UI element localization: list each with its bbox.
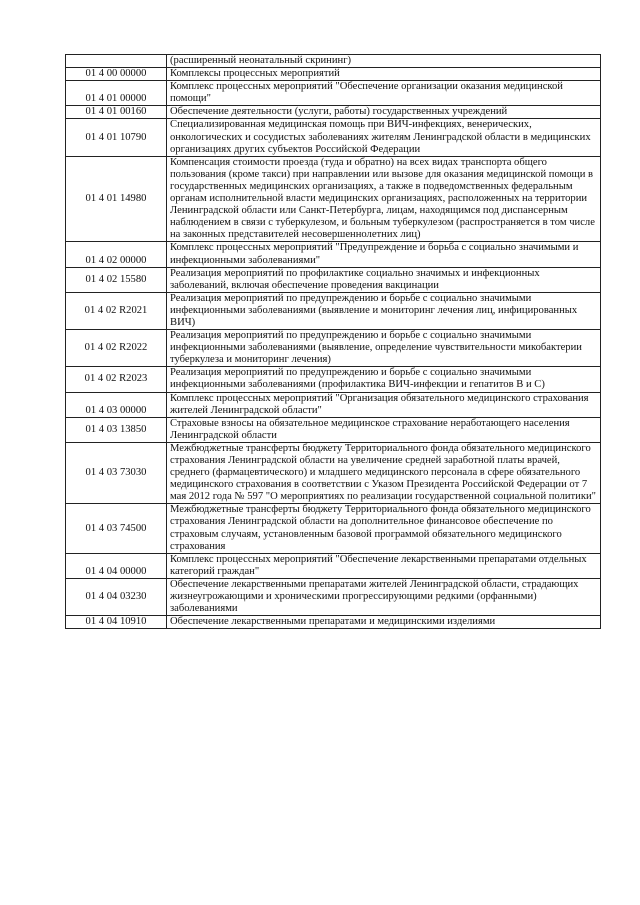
- description-cell: Обеспечение лекарственными препаратами и медицинскими изделиями: [167, 616, 601, 629]
- classification-code-cell: 01 4 04 10910: [66, 616, 167, 629]
- table-row: [66, 330, 601, 367]
- description-cell: Межбюджетные трансферты бюджету Территориального фонда обязательного медицинского страхования Ленинградской области на увеличение средней заработной платы врачей, среднего (фармацевтического) и младшего медицинского персонала в сфере обязательного медицинского страхования в соответствии с Указом Президента Российской Федерации от 7 мая 2012 года № 597 "О мероприятиях по реализации государственной социальной политики": [167, 442, 601, 503]
- table-row: [66, 504, 601, 553]
- table-row: [66, 267, 601, 292]
- table-row: [66, 119, 601, 156]
- description-cell: Комплекс процессных мероприятий "Обеспечение лекарственными препаратами отдельных категорий граждан": [167, 553, 601, 578]
- description-cell: Реализация мероприятий по предупреждению и борьбе с социально значимыми инфекционными заболеваниями (выявление и мониторинг лечения лиц, инфицированных ВИЧ): [167, 292, 601, 329]
- classification-code-cell: 01 4 00 00000: [66, 68, 167, 81]
- classification-code-cell: 01 4 03 00000: [66, 392, 167, 417]
- description-cell: Комплекс процессных мероприятий "Обеспечение организации оказания медицинской помощи": [167, 81, 601, 106]
- table-body: [66, 55, 601, 629]
- classification-code-cell: 01 4 03 74500: [66, 504, 167, 553]
- classification-code-cell: 01 4 02 R2022: [66, 330, 167, 367]
- description-cell: Обеспечение лекарственными препаратами жителей Ленинградской области, страдающих жизнеугрожающими и хроническими прогрессирующими редкими (орфанными) заболеваниями: [167, 578, 601, 615]
- description-cell: Межбюджетные трансферты бюджету Территориального фонда обязательного медицинского страхования Ленинградской области на дополнительное финансовое обеспечение по страховым случаям, установленным базовой программой обязательного медицинского страхования: [167, 504, 601, 553]
- table-row: [66, 68, 601, 81]
- classification-code-cell: 01 4 04 00000: [66, 553, 167, 578]
- description-cell: Специализированная медицинская помощь при ВИЧ-инфекциях, венерических, онкологических и сосудистых заболеваниях жителям Ленинградской области в медицинских организациях других субъектов Российской Федерации: [167, 119, 601, 156]
- classification-code-cell: 01 4 02 00000: [66, 242, 167, 267]
- classification-code-cell: 01 4 02 R2021: [66, 292, 167, 329]
- table-row: [66, 292, 601, 329]
- table-row: [66, 106, 601, 119]
- description-cell: Компенсация стоимости проезда (туда и обратно) на всех видах транспорта общего пользования (кроме такси) при направлении или вызове для оказания медицинской помощи в государственных медицинских организациях, а также в подведомственных федеральным органам исполнительной власти медицинских организациях, расположенных на территории Ленинградской области или Санкт-Петербурга, лицам, находящимся под диспансерным наблюдением в связи с туберкулезом, и больным туберкулезом (распространяется в том числе на законных представителей несовершеннолетних лиц): [167, 156, 601, 242]
- table-row: [66, 367, 601, 392]
- classification-code-cell: [66, 55, 167, 68]
- description-cell: Комплексы процессных мероприятий: [167, 68, 601, 81]
- classification-code-cell: 01 4 03 73030: [66, 442, 167, 503]
- table-row: [66, 616, 601, 629]
- classification-code-cell: 01 4 02 15580: [66, 267, 167, 292]
- table-row: [66, 242, 601, 267]
- classification-code-cell: 01 4 02 R2023: [66, 367, 167, 392]
- table-row: [66, 156, 601, 242]
- table-row: [66, 417, 601, 442]
- table-row: [66, 553, 601, 578]
- table-row: [66, 442, 601, 503]
- table-row: [66, 55, 601, 68]
- classification-code-cell: 01 4 03 13850: [66, 417, 167, 442]
- description-cell: Комплекс процессных мероприятий "Предупреждение и борьба с социально значимыми и инфекционными заболеваниями": [167, 242, 601, 267]
- table-row: [66, 578, 601, 615]
- budget-classification-table: [65, 54, 601, 629]
- description-cell: Страховые взносы на обязательное медицинское страхование неработающего населения Ленинградской области: [167, 417, 601, 442]
- description-cell: Комплекс процессных мероприятий "Организация обязательного медицинского страхования жителей Ленинградской области": [167, 392, 601, 417]
- description-cell: Реализация мероприятий по предупреждению и борьбе с социально значимыми инфекционными заболеваниями (выявление, определение чувствительности микобактерии туберкулеза и мониторинг лечения): [167, 330, 601, 367]
- classification-code-cell: 01 4 01 10790: [66, 119, 167, 156]
- classification-code-cell: 01 4 01 00000: [66, 81, 167, 106]
- table-row: [66, 81, 601, 106]
- description-cell: Реализация мероприятий по предупреждению и борьбе с социально значимыми инфекционными заболеваниями (профилактика ВИЧ-инфекции и гепатитов В и С): [167, 367, 601, 392]
- classification-code-cell: 01 4 01 14980: [66, 156, 167, 242]
- description-cell: (расширенный неонатальный скрининг): [167, 55, 601, 68]
- description-cell: Реализация мероприятий по профилактике социально значимых и инфекционных заболеваний, включая обеспечение проведения вакцинации: [167, 267, 601, 292]
- classification-code-cell: 01 4 01 00160: [66, 106, 167, 119]
- document-page: [65, 54, 601, 629]
- description-cell: Обеспечение деятельности (услуги, работы) государственных учреждений: [167, 106, 601, 119]
- table-row: [66, 392, 601, 417]
- classification-code-cell: 01 4 04 03230: [66, 578, 167, 615]
